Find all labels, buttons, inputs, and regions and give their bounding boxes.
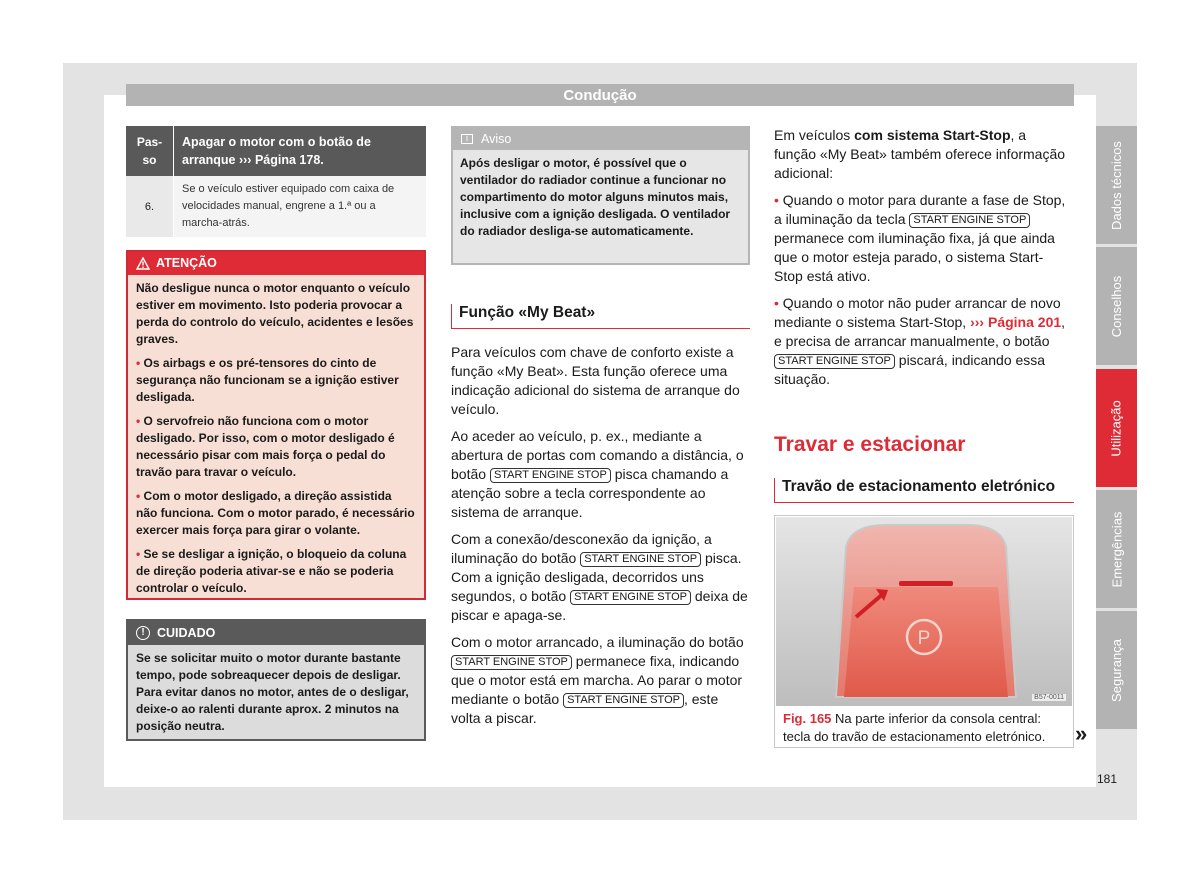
tab-emergencias[interactable]: Emergências [1096, 490, 1137, 608]
start-engine-stop-key: START ENGINE STOP [490, 468, 611, 483]
paragraph: Para veículos com chave de conforto existe a função «My Beat». Esta função oferece uma indicação adicional do sistema de arranque do veículo. [451, 344, 740, 417]
exclamation-circle-icon: ! [136, 626, 150, 640]
warning-title: ATENÇÃO [156, 256, 217, 270]
step-text: Se o veículo estiver equipado com caixa de velocidades manual, engrene a 1.ª ou a marcha-atrás. [174, 176, 427, 237]
figure-label: Fig. 165 [783, 711, 832, 726]
step-table [126, 126, 426, 237]
parking-brake-symbol: P [917, 628, 931, 649]
list-item: • O servofreio não funciona com o motor desligado. Por isso, com o motor desligado é necessário pisar com mais força o pedal do travão para travar o veículo. [136, 414, 395, 479]
my-beat-body [451, 343, 751, 736]
step-col-header: Pas- so [126, 126, 174, 176]
warning-triangle-icon [136, 257, 150, 270]
start-engine-stop-key: START ENGINE STOP [774, 354, 895, 369]
tab-seguranca[interactable]: Segurança [1096, 611, 1137, 729]
tab-utilizacao[interactable]: Utilização [1096, 369, 1137, 487]
note-header [453, 128, 748, 150]
start-engine-stop-key: START ENGINE STOP [563, 693, 684, 708]
table-row [126, 176, 426, 237]
bullet-icon: • [774, 295, 779, 311]
tab-dados-tecnicos[interactable]: Dados técnicos [1096, 126, 1137, 244]
note-box [451, 126, 750, 265]
step-action-header: Apagar o motor com o botão de arranque ››› Página 178. [174, 126, 427, 176]
ref-arrow-icon: ››› [970, 314, 985, 330]
caution-title: CUIDADO [157, 626, 216, 640]
figure-caption: Fig. 165 Na parte inferior da consola central: tecla do travão de estacionamento eletrónico. [783, 711, 1046, 744]
paragraph: Com a conexão/desconexão da ignição, a iluminação do botão START ENGINE STOP pisca. Com a ignição desligada, decorridos uns segundos, o botão START ENGINE STOP deixa de piscar e apaga-se. [451, 531, 748, 623]
list-item: • Quando o motor não puder arrancar de novo mediante o sistema Start-Stop, ››› Página 201, e precisa de arrancar manualmente, o botão START ENGINE STOP piscará, indicando essa situação. [774, 295, 1066, 387]
list-item: • Se se desligar a ignição, o bloqueio da coluna de direção poderia ativar-se e não se poderia controlar o veículo. [136, 547, 407, 595]
paragraph: Com o motor arrancado, a iluminação do botão START ENGINE STOP permanece fixa, indicando que o motor está em marcha. Ao parar o motor mediante o botão START ENGINE STOP , este volta a piscar. [451, 634, 744, 726]
page-number: 181 [1097, 772, 1118, 786]
subsection-title-travao: Travão de estacionamento eletrónico [774, 478, 1074, 503]
paragraph: Ao aceder ao veículo, p. ex., mediante a abertura de portas com comando a distância, o botão START ENGINE STOP pisca chamando a atenção sobre a tecla correspondente ao sistema de arranque. [451, 428, 744, 520]
bullet-icon: • [774, 192, 779, 208]
bullet-icon: • [136, 489, 141, 503]
info-icon: i [461, 134, 473, 144]
caution-header [128, 621, 424, 645]
bullet-icon: • [136, 414, 141, 428]
ref-link-page-201[interactable]: Página 201 [987, 314, 1062, 330]
caution-text: Se se solicitar muito o motor durante bastante tempo, pode sobreaquecer depois de desligar. Para evitar danos no motor, antes de o desligar, deixe-o ao ralenti durante aprox. 2 minutos na posição neutra. [136, 651, 409, 733]
section-title-travar: Travar e estacionar [774, 433, 966, 456]
list-item: • Quando o motor para durante a fase de Stop, a iluminação da tecla START ENGINE STOP permanece com iluminação fixa, já que ainda que o motor esteja parado, o sistema Start-Stop está ativo. [774, 192, 1066, 284]
parking-brake-illustration [776, 517, 1072, 706]
warning-header [128, 252, 424, 275]
section-title-my-beat: Função «My Beat» [451, 304, 750, 329]
start-engine-stop-key: START ENGINE STOP [580, 552, 701, 567]
figure-165 [774, 515, 1074, 748]
ref-arrow-icon: ››› [238, 153, 252, 167]
list-item: • Os airbags e os pré-tensores do cinto de segurança não funcionam se a ignição estiver desligada. [136, 356, 399, 404]
warning-box [126, 250, 426, 600]
bullet-icon: • [136, 547, 141, 561]
ref-link-page-178[interactable]: Página 178. [254, 153, 324, 167]
caution-box [126, 619, 426, 741]
list-item: • Com o motor desligado, a direção assistida não funciona. Com o motor parado, é necessário exercer mais força para girar o volante. [136, 489, 415, 537]
chapter-header: Condução [126, 84, 1074, 106]
start-engine-stop-key: START ENGINE STOP [909, 213, 1030, 228]
paragraph: Em veículos com sistema Start-Stop, a função «My Beat» também oferece informação adicional: [774, 127, 1066, 181]
note-title: Aviso [481, 132, 512, 146]
bullet-icon: • [136, 356, 141, 370]
parking-brake-image [776, 517, 1072, 706]
figure-code: B57-0011 [1034, 694, 1064, 701]
warning-intro: Não desligue nunca o motor enquanto o veículo estiver em movimento. Isto poderia provocar a perda do controlo do veículo, acidentes e lesões graves. [136, 281, 414, 346]
start-engine-stop-key: START ENGINE STOP [451, 655, 572, 670]
step-number: 6. [126, 176, 174, 237]
note-text: Após desligar o motor, é possível que o ventilador do radiador continue a funcionar no compartimento do motor alguns minutos mais, inclusive com a ignição desligada. O ventilador do radiador desliga-se automaticamente. [460, 156, 731, 238]
tab-conselhos[interactable]: Conselhos [1096, 247, 1137, 365]
continue-arrow-icon: » [1075, 721, 1088, 746]
start-stop-body [774, 126, 1070, 397]
start-engine-stop-key: START ENGINE STOP [570, 590, 691, 605]
